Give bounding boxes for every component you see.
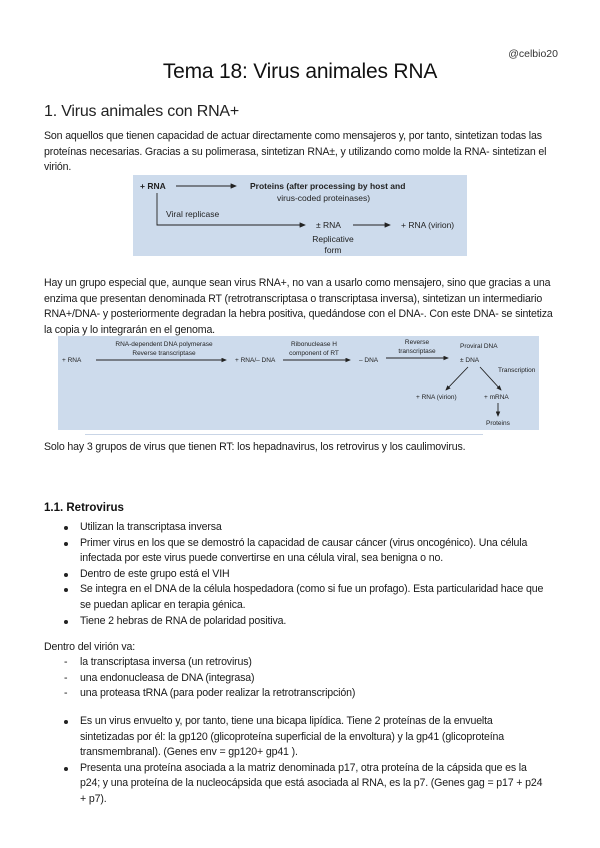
list-item: Presenta una proteína asociada a la matriz denominada p17, otra proteína de la cápsida que es la p24; y una proteína de la nucleocápsida que está asociada al RNA, es la p7. (Genes gag = p17 + p24 + p7). xyxy=(64,761,544,808)
fig2-plus-dna: ± DNA xyxy=(460,357,480,364)
fig1-proteins-line2: virus-coded proteinases) xyxy=(277,193,371,203)
virion-contents-list xyxy=(64,655,544,702)
fig2-enzyme3-line2: transcriptase xyxy=(398,348,436,355)
fig2-start: + RNA xyxy=(62,357,82,364)
fig2-mrna: + mRNA xyxy=(484,394,509,401)
figure-divider xyxy=(85,434,483,435)
bullet-icon xyxy=(64,720,68,724)
fig1-intermediate: ± RNA xyxy=(316,220,341,230)
fig2-proviral-label: Proviral DNA xyxy=(460,343,498,350)
intro-paragraph: Son aquellos que tienen capacidad de actuar directamente como mensajeros y, por tanto, sintetizan todas las proteínas necesarias. Gracias a su polimerasa, sintetizan RNA±, y utilizando como molde la RNA- sintetizan el virión. xyxy=(44,130,547,174)
fig2-minus-dna: – DNA xyxy=(359,357,379,364)
dash-icon: - xyxy=(64,687,68,700)
fig2-enzyme2-line1: Ribonuclease H xyxy=(291,341,337,348)
dash-icon: - xyxy=(64,671,68,684)
fig2-enzyme3-line1: Reverse xyxy=(404,339,430,346)
retrovirus-bullet-list xyxy=(64,520,544,629)
list-item: - una proteasa tRNA (para poder realizar la retrotranscripción) xyxy=(64,686,544,702)
fig2-enzyme1-line2: Reverse transcriptase xyxy=(132,350,196,357)
subsection-heading-retrovirus: 1.1. Retrovirus xyxy=(44,502,124,514)
section-heading-rna-plus: 1. Virus animales con RNA+ xyxy=(44,103,240,120)
fig2-enzyme1-line1: RNA-dependent DNA polymerase xyxy=(115,341,213,348)
fig1-product: + RNA (virion) xyxy=(401,220,455,230)
bullet-icon xyxy=(64,767,68,771)
author-handle: @celbio20 xyxy=(508,48,558,60)
figure-rna-plus-replication xyxy=(133,175,467,256)
fig1-enzyme: Viral replicase xyxy=(166,209,220,219)
list-item: Se integra en el DNA de la célula hospedadora (como si fue un profago). Esta particularidad hace que se puedan aplicar en terapia génica. xyxy=(64,582,544,613)
fig2-transcription: Transcription xyxy=(498,367,536,374)
fig1-caption-line2: form xyxy=(324,245,342,255)
bullet-icon xyxy=(64,620,68,624)
fig1-caption-line1: Replicative xyxy=(312,234,354,244)
retrovirus-structure-list xyxy=(64,714,544,808)
virion-intro: Dentro del virión va: xyxy=(44,641,136,653)
list-item: Tiene 2 hebras de RNA de polaridad positiva. xyxy=(64,614,544,630)
dash-icon: - xyxy=(64,656,68,668)
rt-groups-paragraph: Solo hay 3 grupos de virus que tienen RT: los hepadnavirus, los retrovirus y los caulimovirus. xyxy=(44,441,466,453)
retro-paragraph: Hay un grupo especial que, aunque sean virus RNA+, no van a usarlo como mensajero, sino que gracias a una enzima que presentan denominada RT (retrotranscriptasa o transcriptasa inversa), sintetizan un intermediario RNA+/DNA- y posteriormente degradan la hebra positiva, quedándose con el DNA-. Con este DNA- se sintetiza la copia y lo integrarán en el genoma. xyxy=(44,277,553,336)
figure-reverse-transcription xyxy=(58,336,539,430)
list-item: Dentro de este grupo está el VIH xyxy=(64,567,544,583)
bullet-icon xyxy=(64,526,68,530)
fig2-proteins: Proteins xyxy=(486,420,510,427)
fig2-enzyme2-line2: component of RT xyxy=(289,350,339,357)
list-item: Es un virus envuelto y, por tanto, tiene una bicapa lipídica. Tiene 2 proteínas de la envuelta sintetizadas por él: la gp120 (glicoproteína superficial de la envoltura) y la gp41 (glicoproteína transmembranal). (Genes env = gp120+ gp41 ). xyxy=(64,714,544,761)
fig1-start: + RNA xyxy=(140,181,166,191)
bullet-icon xyxy=(64,588,68,592)
bullet-icon xyxy=(64,542,68,546)
list-item: Primer virus en los que se demostró la capacidad de causar cáncer (virus oncogénico). Una célula infectada por este virus puede convertirse en una célula viral, sea benigna o no. xyxy=(64,536,544,567)
list-item: - una endonucleasa de DNA (integrasa) xyxy=(64,671,544,687)
fig1-proteins-line1: Proteins (after processing by host and xyxy=(250,181,406,191)
bullet-icon xyxy=(64,573,68,577)
list-item: Utilizan la transcriptasa inversa xyxy=(64,520,544,536)
fig2-virion: + RNA (virion) xyxy=(416,394,457,401)
list-item: - la transcriptasa inversa (un retrovirus) xyxy=(64,655,544,671)
fig2-hybrid: + RNA/– DNA xyxy=(235,357,276,364)
page-title: Tema 18: Virus animales RNA xyxy=(162,60,438,83)
